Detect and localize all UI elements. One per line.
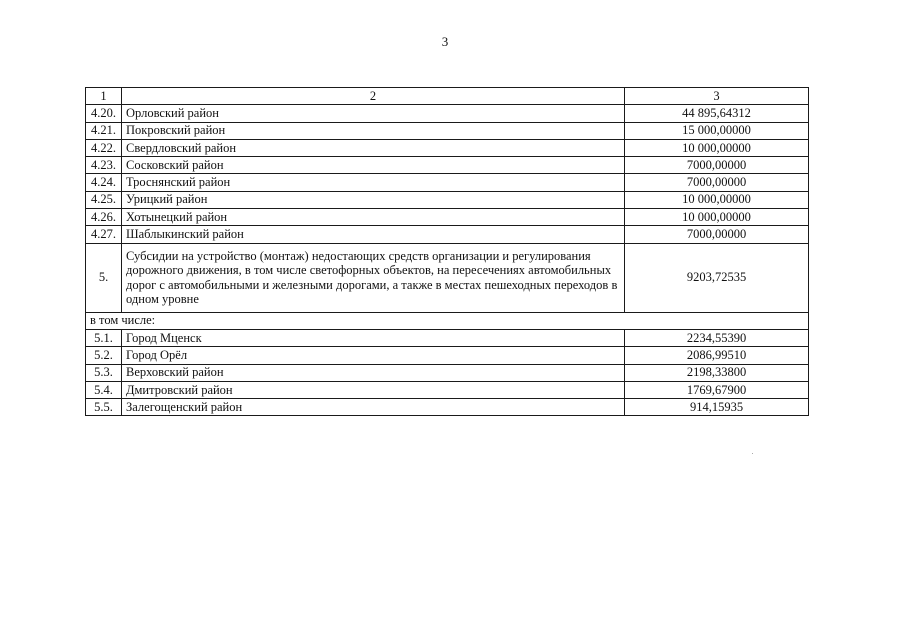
row-amount: 10 000,00000 <box>625 209 809 226</box>
row-amount: 1769,67900 <box>625 381 809 398</box>
row-amount: 10 000,00000 <box>625 191 809 208</box>
table-row <box>86 174 809 191</box>
row-number: 4.23. <box>86 157 122 174</box>
table-row <box>86 157 809 174</box>
row-amount: 2086,99510 <box>625 347 809 364</box>
row-number: 4.24. <box>86 174 122 191</box>
row-amount: 2198,33800 <box>625 364 809 381</box>
row-number: 5.3. <box>86 364 122 381</box>
row-name: Верховский район <box>122 364 625 381</box>
row-number: 5.2. <box>86 347 122 364</box>
table-row <box>86 139 809 156</box>
row-name: Хотынецкий район <box>122 209 625 226</box>
table-row <box>86 329 809 346</box>
row-amount: 7000,00000 <box>625 157 809 174</box>
row-number: 5.4. <box>86 381 122 398</box>
subsidy-number: 5. <box>86 243 122 312</box>
table-row <box>86 209 809 226</box>
row-name: Шаблыкинский район <box>122 226 625 243</box>
row-name: Свердловский район <box>122 139 625 156</box>
row-number: 4.27. <box>86 226 122 243</box>
table-row <box>86 226 809 243</box>
table-row <box>86 399 809 416</box>
page-number: 3 <box>441 34 449 49</box>
table-row <box>86 347 809 364</box>
including-label: в том числе: <box>86 312 809 329</box>
row-number: 5.5. <box>86 399 122 416</box>
row-amount: 44 895,64312 <box>625 105 809 122</box>
row-name: Сосковский район <box>122 157 625 174</box>
row-name: Город Мценск <box>122 329 625 346</box>
scan-speck <box>752 453 753 454</box>
row-amount: 7000,00000 <box>625 226 809 243</box>
row-name: Орловский район <box>122 105 625 122</box>
table-row <box>86 364 809 381</box>
table-header-row <box>86 88 809 105</box>
row-name: Троснянский район <box>122 174 625 191</box>
row-name: Залегощенский район <box>122 399 625 416</box>
row-name: Город Орёл <box>122 347 625 364</box>
row-name: Покровский район <box>122 122 625 139</box>
table-row <box>86 105 809 122</box>
subsidy-amount: 9203,72535 <box>625 243 809 312</box>
row-number: 4.22. <box>86 139 122 156</box>
table-row <box>86 122 809 139</box>
row-amount: 15 000,00000 <box>625 122 809 139</box>
including-row <box>86 312 809 329</box>
table-row <box>86 381 809 398</box>
row-amount: 914,15935 <box>625 399 809 416</box>
budget-table <box>85 87 809 416</box>
row-name: Урицкий район <box>122 191 625 208</box>
row-amount: 7000,00000 <box>625 174 809 191</box>
subsidy-description: Субсидии на устройство (монтаж) недостающих средств организации и регулирования дорожного движения, в том числе светофорных объектов, на пересечениях автомобильных дорог с автомобильными и железными дорогами, а также в местах пешеходных переходов в одном уровне <box>122 243 625 312</box>
row-number: 5.1. <box>86 329 122 346</box>
row-amount: 2234,55390 <box>625 329 809 346</box>
row-number: 4.26. <box>86 209 122 226</box>
header-cell-name: 2 <box>122 88 625 105</box>
row-number: 4.21. <box>86 122 122 139</box>
row-amount: 10 000,00000 <box>625 139 809 156</box>
table-row <box>86 191 809 208</box>
header-cell-amount: 3 <box>625 88 809 105</box>
row-name: Дмитровский район <box>122 381 625 398</box>
subsidy-row <box>86 243 809 312</box>
row-number: 4.25. <box>86 191 122 208</box>
header-cell-number: 1 <box>86 88 122 105</box>
row-number: 4.20. <box>86 105 122 122</box>
